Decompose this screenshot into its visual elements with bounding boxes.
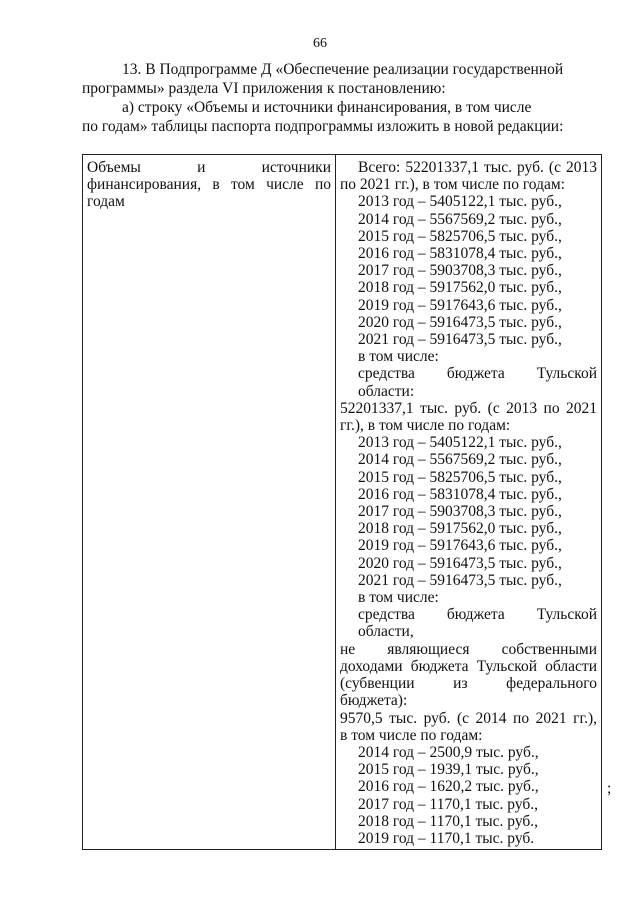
federal-line1: средства бюджета Тульской области, — [358, 606, 597, 641]
table-row — [83, 155, 602, 850]
including-label-2: в том числе: — [358, 589, 439, 607]
intro-text — [82, 60, 592, 136]
list-item: 2016 год – 1620,2 тыс. руб., — [358, 778, 539, 796]
trailing-semicolon: ; — [607, 780, 612, 797]
federal-line5: 9570,5 тыс. руб. (с 2014 по 2021 гг.), — [340, 709, 597, 727]
list-item: 2020 год – 5916473,5 тыс. руб., — [358, 554, 562, 572]
list-item: 2018 год – 1170,1 тыс. руб., — [358, 812, 539, 830]
right-cell — [336, 155, 602, 850]
including-label-1: в том числе: — [358, 348, 439, 366]
list-item: 2021 год – 5916473,5 тыс. руб., — [358, 571, 562, 589]
list-item: 2015 год – 5825706,5 тыс. руб., — [358, 227, 562, 245]
list-item: 2016 год – 5831078,4 тыс. руб., — [358, 485, 562, 503]
left-cell-line2: финансирования, в том числе по — [87, 176, 331, 194]
list-item: 2017 год – 5903708,3 тыс. руб., — [358, 503, 562, 521]
list-item: 2017 год – 1170,1 тыс. руб., — [358, 795, 539, 813]
regional-line1: средства бюджета Тульской области: — [358, 365, 597, 400]
passport-table — [82, 154, 602, 850]
list-item: 2019 год – 5917643,6 тыс. руб., — [358, 296, 562, 314]
list-item: 2015 год – 1939,1 тыс. руб., — [358, 761, 539, 779]
list-item: 2014 год – 5567569,2 тыс. руб., — [358, 210, 562, 228]
total-line2: по 2021 гг.), в том числе по годам: — [340, 176, 565, 194]
list-item: 2013 год – 5405122,1 тыс. руб., — [358, 434, 562, 452]
intro-p1-line1: 13. В Подпрограмме Д «Обеспечение реализации государственной — [122, 61, 564, 78]
intro-p2-line2: по годам» таблицы паспорта подпрограммы изложить в новой редакции: — [82, 118, 564, 135]
list-item: 2018 год – 5917562,0 тыс. руб., — [358, 520, 562, 538]
regional-line3: гг.), в том числе по годам: — [340, 417, 511, 435]
list-item: 2013 год – 5405122,1 тыс. руб., — [358, 193, 562, 211]
list-item: 2021 год – 5916473,5 тыс. руб., — [358, 331, 562, 349]
intro-p1-line2: программы» раздела VI приложения к постановлению: — [82, 80, 446, 97]
list-item: 2019 год – 1170,1 тыс. руб. — [358, 829, 535, 847]
intro-p2-line1: а) строку «Объемы и источники финансирования, в том числе — [122, 99, 532, 116]
years-regional-list — [340, 434, 597, 589]
list-item: 2014 год – 2500,9 тыс. руб., — [358, 743, 539, 761]
list-item: 2018 год – 5917562,0 тыс. руб., — [358, 279, 562, 297]
regional-line2: 52201337,1 тыс. руб. (с 2013 по 2021 — [340, 399, 597, 417]
list-item: 2016 год – 5831078,4 тыс. руб., — [358, 245, 562, 263]
years-federal-list — [340, 744, 597, 847]
page-number: 66 — [313, 36, 327, 51]
federal-line4: (субвенции из федерального бюджета): — [340, 675, 597, 710]
list-item: 2014 год – 5567569,2 тыс. руб., — [358, 451, 562, 469]
federal-line6: в том числе по годам: — [340, 726, 483, 744]
list-item: 2019 год – 5917643,6 тыс. руб., — [358, 537, 562, 555]
federal-line2: не являющиеся собственными — [340, 640, 597, 658]
left-cell-line1: Объемы и источники — [87, 159, 331, 176]
years-total-list — [340, 193, 597, 348]
total-line1: Всего: 52201337,1 тыс. руб. (с 2013 — [358, 159, 597, 176]
left-cell-line3: годам — [87, 193, 125, 211]
list-item: 2015 год – 5825706,5 тыс. руб., — [358, 468, 562, 486]
left-cell — [83, 155, 336, 850]
list-item: 2020 год – 5916473,5 тыс. руб., — [358, 313, 562, 331]
list-item: 2017 год – 5903708,3 тыс. руб., — [358, 262, 562, 280]
federal-line3: доходами бюджета Тульской области — [340, 657, 597, 675]
